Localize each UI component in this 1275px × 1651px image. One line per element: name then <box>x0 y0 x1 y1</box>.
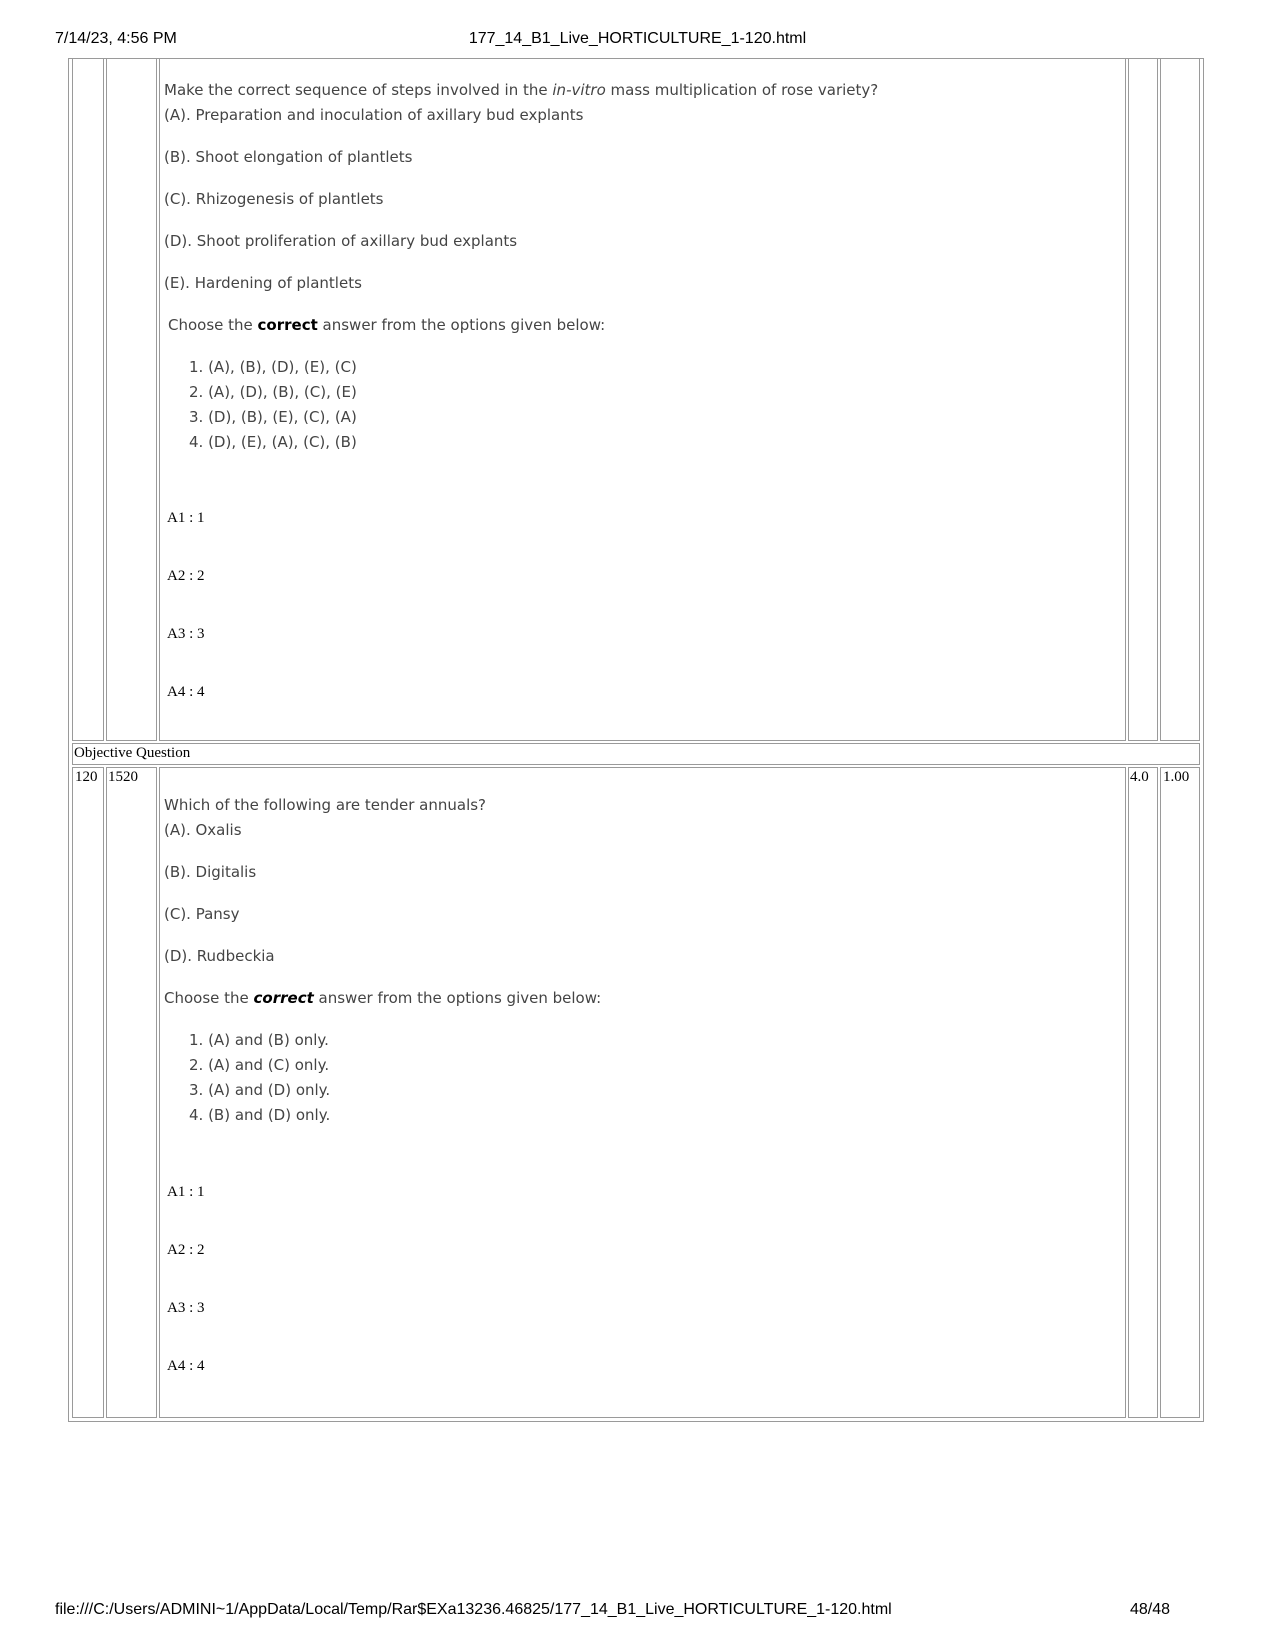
qb-serial-number: 120 <box>75 769 98 785</box>
qa-sno-cell <box>72 58 104 741</box>
qa-statement: (B). Shoot elongation of plantlets <box>164 148 413 166</box>
qb-negative-marks: 1.00 <box>1163 769 1190 785</box>
print-page-number: 48/48 <box>1129 1601 1170 1618</box>
qa-option: 2. (A), (D), (B), (C), (E) <box>189 383 357 401</box>
qa-statement: (A). Preparation and inoculation of axillary bud explants <box>164 106 584 124</box>
qb-statement: (C). Pansy <box>164 905 240 923</box>
qb-option: 4. (B) and (D) only. <box>189 1106 331 1124</box>
print-file-path: file:///C:/Users/ADMINI~1/AppData/Local/Temp/Rar$EXa13236.46825/177_14_B1_Live_HORTICULTURE_1-120.html <box>55 1601 892 1618</box>
qa-qid-cell <box>106 58 157 741</box>
qb-answer: A1 : 1 <box>167 1184 205 1200</box>
qa-negative-cell <box>1160 58 1200 741</box>
qa-option: 4. (D), (E), (A), (C), (B) <box>189 433 357 451</box>
qa-statement: (E). Hardening of plantlets <box>164 274 362 292</box>
qa-instruction: Choose the correct answer from the options given below: <box>168 316 606 334</box>
qb-question-id: 1520 <box>108 769 138 785</box>
qb-sno-cell <box>72 767 104 1418</box>
qb-answer: A2 : 2 <box>167 1242 205 1258</box>
qa-statement: (D). Shoot proliferation of axillary bud explants <box>164 232 518 250</box>
qa-answer: A1 : 1 <box>167 510 205 526</box>
section-label: Objective Question <box>74 745 191 761</box>
qb-statement: (B). Digitalis <box>164 863 257 881</box>
qb-stem: Which of the following are tender annuals? <box>164 796 487 814</box>
section-label-cell <box>72 743 1200 765</box>
qa-answer: A4 : 4 <box>167 684 205 700</box>
qb-marks: 4.0 <box>1130 769 1149 785</box>
qb-marks-cell <box>1128 767 1158 1418</box>
qa-option: 3. (D), (B), (E), (C), (A) <box>189 408 357 426</box>
qb-qid-cell <box>106 767 157 1418</box>
qb-answer: A4 : 4 <box>167 1358 205 1374</box>
print-datetime: 7/14/23, 4:56 PM <box>55 30 177 47</box>
qa-answer: A3 : 3 <box>167 626 205 642</box>
qb-option: 1. (A) and (B) only. <box>189 1031 329 1049</box>
qb-statement: (A). Oxalis <box>164 821 242 839</box>
qa-marks-cell <box>1128 58 1158 741</box>
qb-negative-cell <box>1160 767 1200 1418</box>
qb-option: 3. (A) and (D) only. <box>189 1081 331 1099</box>
print-title: 177_14_B1_Live_HORTICULTURE_1-120.html <box>468 30 807 47</box>
qa-stem: Make the correct sequence of steps involved in the in-vitro mass multiplication of rose variety? <box>164 81 879 99</box>
qa-answer: A2 : 2 <box>167 568 205 584</box>
qa-statement: (C). Rhizogenesis of plantlets <box>164 190 384 208</box>
qb-option: 2. (A) and (C) only. <box>189 1056 330 1074</box>
qb-answer: A3 : 3 <box>167 1300 205 1316</box>
qb-instruction: Choose the correct answer from the options given below: <box>164 989 602 1007</box>
qb-statement: (D). Rudbeckia <box>164 947 275 965</box>
qa-option: 1. (A), (B), (D), (E), (C) <box>189 358 357 376</box>
